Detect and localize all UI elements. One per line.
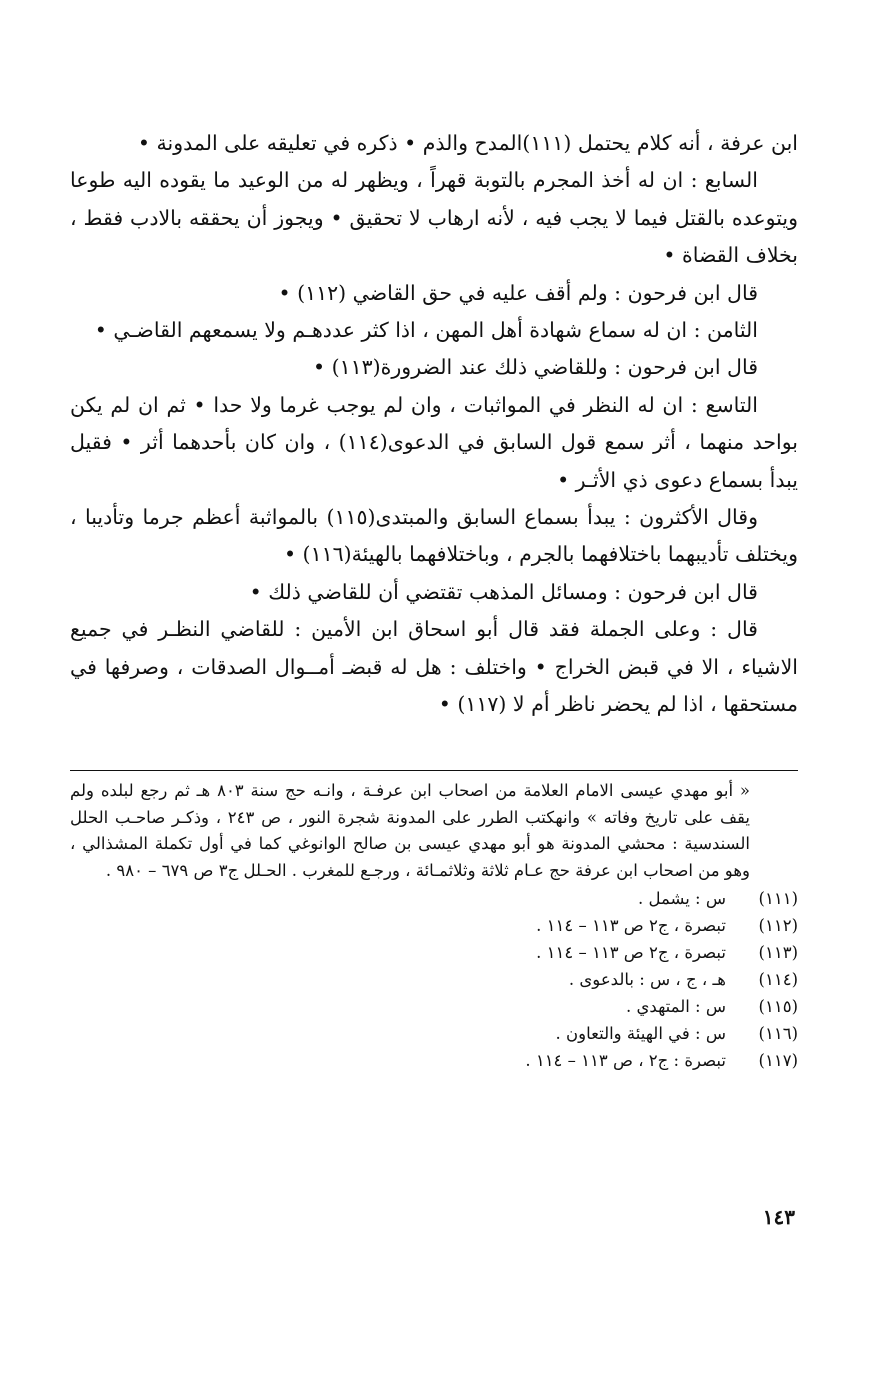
paragraph: التاسع : ان له النظر في المواثبات ، وان لم يوجب غرما ولا حدا • ثم ان لم يكن بواحد منهما ، أثر سمع قول السابق في الدعوى(١١٤) ، وان كان بأحدهما أثر • فقيل يبدأ بسماع دعوى ذي الأثـر • xyxy=(70,392,798,492)
footnote-item xyxy=(70,1048,798,1075)
paragraph: وقال الأكثرون : يبدأ بسماع السابق والمبتدى(١١٥) بالمواثبة أعظم جرما وتأديبا ، ويختلف تأديبهما باختلافهما بالجرم ، وباختلافهما بالهيئة(١١٦) • xyxy=(70,505,798,567)
footnote-number: (١١٧) xyxy=(758,1050,798,1070)
footnote-text: تبصرة : ج٢ ، ص ١١٣ – ١١٤ . xyxy=(525,1050,726,1070)
footnote-number: (١١٥) xyxy=(758,997,798,1016)
page-number: ١٤٣ xyxy=(762,1205,795,1229)
paragraph: قال ابن فرحون : وللقاضي ذلك عند الضرورة(١١٣) • xyxy=(313,355,758,380)
footnote-divider xyxy=(70,770,798,771)
footnote-item xyxy=(70,886,798,913)
footnote-number: (١١٣) xyxy=(758,943,798,963)
paragraph: قال ابن فرحون : ولم أقف عليه في حق القاضي (١١٢) • xyxy=(278,280,758,305)
footnote-number: (١١١) xyxy=(758,889,798,909)
footnotes xyxy=(70,778,798,1075)
paragraph: السابع : ان له أخذ المجرم بالتوبة قهراً ، ويظهر له من الوعيد ما يقوده اليه طوعا ويتوعده بالقتل فيما لا يجب فيه ، لأنه ارهاب لا تحقيق • ويجوز أن يحققه بالادب فقط ، بخلاف القضاة • xyxy=(70,168,798,268)
paragraph: الثامن : ان له سماع شهادة أهل المهن ، اذا كثر عددهـم ولا يسمعهم القاضـي • xyxy=(94,318,758,343)
footnote-number: (١١٤) xyxy=(758,970,798,990)
footnote-text: س : في الهيئة والتعاون . xyxy=(555,1023,726,1043)
footnote-text: تبصرة ، ج٢ ص ١١٣ – ١١٤ . xyxy=(536,916,726,936)
footnote-list xyxy=(70,886,798,1074)
paragraph: قال : وعلى الجملة فقد قال أبو اسحاق ابن الأمين : للقاضي النظـر في جميع الاشياء ، الا في قبض الخراج • واختلف : هل له قبضـ أمــوال الصدقات ، وصرفها في مستحقها ، اذا لم يحضر ناظر أم لا (١١٧) • xyxy=(70,617,798,717)
footnote-item xyxy=(70,940,798,967)
footnote-number: (١١٦) xyxy=(758,1023,798,1043)
footnote-text: س : المتهدي . xyxy=(626,997,726,1016)
footnote-item xyxy=(70,967,798,994)
footnote-continuation: « أبو مهدي عيسى الامام العلامة من اصحاب ابن عرفـة ، وانـه حج سنة ٨٠٣ هـ ثم رجع لبلده ولم يقف على تاريخ وفاته » وانهكتب الطرر على المدونة شجرة النور ، ص ٢٤٣ ، وذكـر صاحـب الحلل السندسية : محشي المدونة هو أبو مهدي عيسى بن صالح الوانوغي كما في أول تكملة المشذالي ، وهو من اصحاب ابن عرفة حج عـام ثلاثة وثلاثمـائة ، ورجـع للمغرب . الحـلل ج٣ ص ٦٧٩ – ٩٨٠ . xyxy=(70,781,750,880)
footnote-text: س : يشمل . xyxy=(637,889,726,909)
footnote-item xyxy=(70,913,798,940)
footnote-item xyxy=(70,994,798,1021)
footnote-text: هـ ، ج ، س : بالدعوى . xyxy=(568,970,726,990)
main-text xyxy=(70,125,798,724)
footnote-text: تبصرة ، ج٢ ص ١١٣ – ١١٤ . xyxy=(536,943,726,963)
footnote-number: (١١٢) xyxy=(758,916,798,936)
footnote-item xyxy=(70,1021,798,1048)
paragraph: قال ابن فرحون : ومسائل المذهب تقتضي أن للقاضي ذلك • xyxy=(249,579,758,604)
paragraph: ابن عرفة ، أنه كلام يحتمل (١١١)المدح والذم • ذكره في تعليقه على المدونة • xyxy=(137,131,798,155)
